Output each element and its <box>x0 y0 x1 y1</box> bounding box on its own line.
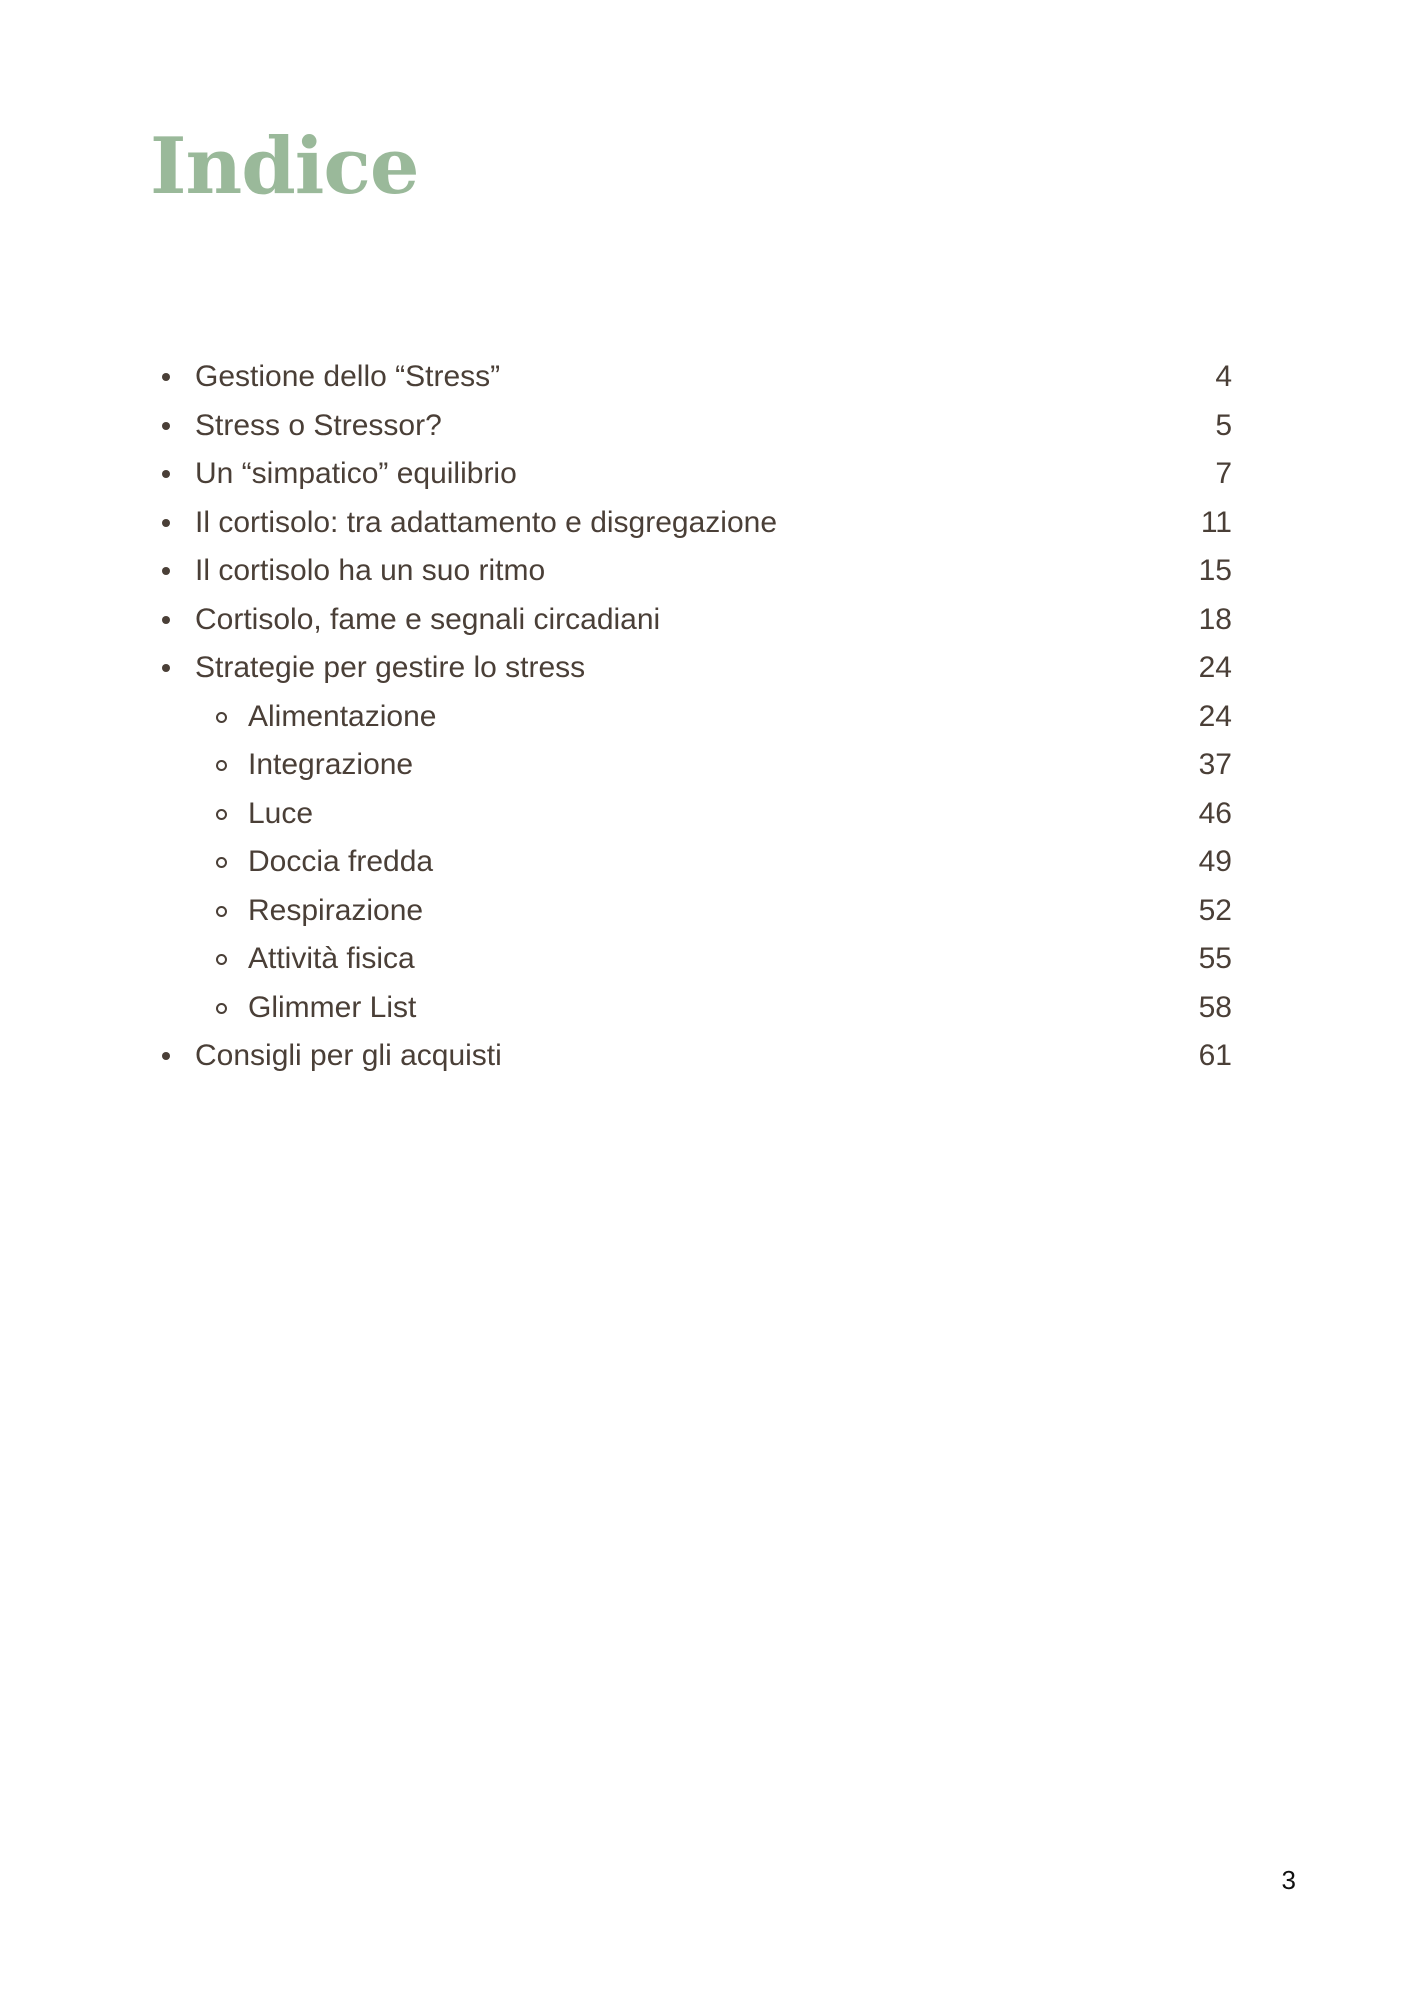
page-number: 3 <box>1281 1865 1296 1895</box>
toc-item[interactable] <box>150 644 1232 693</box>
toc-subitem-label: Glimmer List <box>248 990 417 1024</box>
toc-item-page: 52 <box>1198 893 1232 927</box>
toc-item-page: 18 <box>1198 602 1232 636</box>
toc-subitem[interactable] <box>150 935 1232 984</box>
toc-item-label: Il cortisolo: tra adattamento e disgregazione <box>195 505 777 539</box>
hollow-bullet-icon <box>216 857 227 868</box>
toc-item-page: 4 <box>1215 360 1232 394</box>
bullet-icon <box>162 470 170 478</box>
toc-subitem[interactable] <box>150 741 1232 790</box>
hollow-bullet-icon <box>216 1003 227 1014</box>
toc-subitem-label: Attività fisica <box>248 942 415 976</box>
toc-item-label: Cortisolo, fame e segnali circadiani <box>195 602 661 636</box>
toc-item-label: Stress o Stressor? <box>195 408 442 442</box>
bullet-icon <box>162 1052 170 1060</box>
toc-item-page: 61 <box>1198 1039 1232 1073</box>
bullet-icon <box>162 519 170 527</box>
bullet-icon <box>162 616 170 624</box>
toc-subitem-label: Luce <box>248 796 314 830</box>
bullet-icon <box>162 567 170 575</box>
toc-subitem-label: Integrazione <box>248 748 414 782</box>
toc-item-label: Gestione dello “Stress” <box>195 360 501 394</box>
bullet-icon <box>162 664 170 672</box>
toc-item[interactable] <box>150 353 1232 402</box>
toc-item-page: 37 <box>1198 748 1232 782</box>
toc-subitem[interactable] <box>150 790 1232 839</box>
toc-item[interactable] <box>150 596 1232 645</box>
bullet-icon <box>162 422 170 430</box>
toc-subitem-label: Doccia fredda <box>248 845 434 879</box>
toc-item-page: 46 <box>1198 796 1232 830</box>
toc-item-page: 15 <box>1198 554 1232 588</box>
toc-item-page: 11 <box>1200 505 1232 539</box>
toc-item[interactable] <box>150 1032 1232 1081</box>
toc-item[interactable] <box>150 499 1232 548</box>
page-title: Indice <box>150 121 419 212</box>
toc-item-label: Strategie per gestire lo stress <box>195 651 586 685</box>
toc-subitem-label: Respirazione <box>248 893 424 927</box>
hollow-bullet-icon <box>216 906 227 917</box>
toc-subitem[interactable] <box>150 838 1232 887</box>
hollow-bullet-icon <box>216 954 227 965</box>
hollow-bullet-icon <box>216 809 227 820</box>
toc-item-page: 58 <box>1198 990 1232 1024</box>
toc-item-page: 5 <box>1215 408 1232 442</box>
toc-item-page: 24 <box>1198 651 1232 685</box>
toc-item-page: 7 <box>1215 457 1232 491</box>
hollow-bullet-icon <box>216 712 227 723</box>
bullet-icon <box>162 373 170 381</box>
toc-item-label: Consigli per gli acquisti <box>195 1039 502 1073</box>
toc-item-page: 55 <box>1198 942 1232 976</box>
toc-item[interactable] <box>150 450 1232 499</box>
toc-subitem[interactable] <box>150 887 1232 936</box>
toc-item-label: Il cortisolo ha un suo ritmo <box>195 554 546 588</box>
toc-item[interactable] <box>150 402 1232 451</box>
hollow-bullet-icon <box>216 760 227 771</box>
toc-item-page: 49 <box>1198 845 1232 879</box>
toc-item-page: 24 <box>1198 699 1232 733</box>
toc-item-label: Un “simpatico” equilibrio <box>195 457 517 491</box>
toc-item[interactable] <box>150 547 1232 596</box>
table-of-contents <box>150 353 1232 1081</box>
toc-subitem-label: Alimentazione <box>248 699 437 733</box>
toc-subitem[interactable] <box>150 693 1232 742</box>
toc-subitem[interactable] <box>150 984 1232 1033</box>
